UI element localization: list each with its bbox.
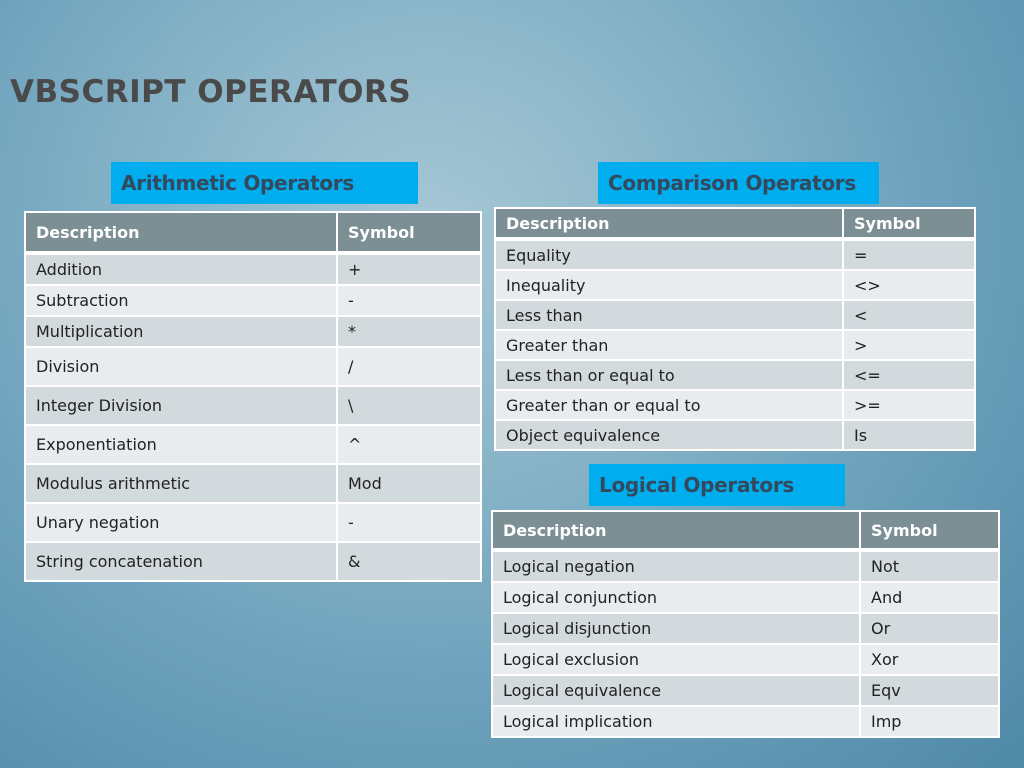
row-symbol: \ — [337, 386, 481, 425]
table-header-row — [492, 511, 999, 550]
row-description: Greater than — [495, 330, 843, 360]
row-description: Addition — [25, 253, 337, 285]
table-row — [25, 253, 481, 285]
row-symbol: < — [843, 300, 975, 330]
table-row — [25, 285, 481, 316]
row-description: Logical exclusion — [492, 644, 860, 675]
table-row — [492, 582, 999, 613]
table-row — [25, 503, 481, 542]
row-description: Less than or equal to — [495, 360, 843, 390]
slide-title: VBSCRIPT OPERATORS — [10, 74, 412, 110]
column-header-symbol: Symbol — [860, 511, 999, 550]
table-header-row — [495, 208, 975, 239]
row-symbol: Eqv — [860, 675, 999, 706]
row-symbol: - — [337, 503, 481, 542]
comparison-operators-heading: Comparison Operators — [598, 162, 879, 204]
table-row — [495, 420, 975, 450]
table-row — [25, 542, 481, 581]
table-row — [492, 644, 999, 675]
table-row — [25, 316, 481, 347]
row-symbol: > — [843, 330, 975, 360]
row-symbol: ^ — [337, 425, 481, 464]
row-symbol: And — [860, 582, 999, 613]
row-description: Multiplication — [25, 316, 337, 347]
row-description: Modulus arithmetic — [25, 464, 337, 503]
row-symbol: Not — [860, 550, 999, 582]
row-symbol: Imp — [860, 706, 999, 737]
row-description: Subtraction — [25, 285, 337, 316]
table-row — [495, 390, 975, 420]
table-row — [492, 613, 999, 644]
row-symbol: <= — [843, 360, 975, 390]
table-row — [25, 464, 481, 503]
row-description: String concatenation — [25, 542, 337, 581]
row-symbol: / — [337, 347, 481, 386]
logical-operators-table — [491, 510, 1000, 738]
table-row — [495, 270, 975, 300]
column-header-description: Description — [492, 511, 860, 550]
table-row — [495, 239, 975, 270]
arithmetic-operators-table — [24, 211, 482, 582]
row-description: Less than — [495, 300, 843, 330]
row-description: Greater than or equal to — [495, 390, 843, 420]
row-description: Object equivalence — [495, 420, 843, 450]
row-description: Equality — [495, 239, 843, 270]
table-row — [492, 706, 999, 737]
row-symbol: >= — [843, 390, 975, 420]
row-description: Division — [25, 347, 337, 386]
row-description: Logical equivalence — [492, 675, 860, 706]
row-symbol: + — [337, 253, 481, 285]
row-description: Inequality — [495, 270, 843, 300]
table-row — [492, 675, 999, 706]
logical-operators-heading: Logical Operators — [589, 464, 845, 506]
table-header-row — [25, 212, 481, 253]
row-symbol: * — [337, 316, 481, 347]
column-header-symbol: Symbol — [843, 208, 975, 239]
row-symbol: <> — [843, 270, 975, 300]
row-symbol: & — [337, 542, 481, 581]
row-description: Logical conjunction — [492, 582, 860, 613]
row-description: Unary negation — [25, 503, 337, 542]
column-header-description: Description — [25, 212, 337, 253]
row-symbol: Or — [860, 613, 999, 644]
table-row — [25, 386, 481, 425]
column-header-symbol: Symbol — [337, 212, 481, 253]
arithmetic-operators-heading: Arithmetic Operators — [111, 162, 418, 204]
row-symbol: = — [843, 239, 975, 270]
row-symbol: Xor — [860, 644, 999, 675]
table-row — [25, 347, 481, 386]
row-description: Logical implication — [492, 706, 860, 737]
row-symbol: Mod — [337, 464, 481, 503]
row-description: Exponentiation — [25, 425, 337, 464]
column-header-description: Description — [495, 208, 843, 239]
comparison-operators-table — [494, 207, 976, 451]
table-row — [495, 360, 975, 390]
row-description: Logical disjunction — [492, 613, 860, 644]
table-row — [495, 300, 975, 330]
table-row — [492, 550, 999, 582]
row-symbol: Is — [843, 420, 975, 450]
table-row — [495, 330, 975, 360]
row-symbol: - — [337, 285, 481, 316]
row-description: Logical negation — [492, 550, 860, 582]
table-row — [25, 425, 481, 464]
row-description: Integer Division — [25, 386, 337, 425]
